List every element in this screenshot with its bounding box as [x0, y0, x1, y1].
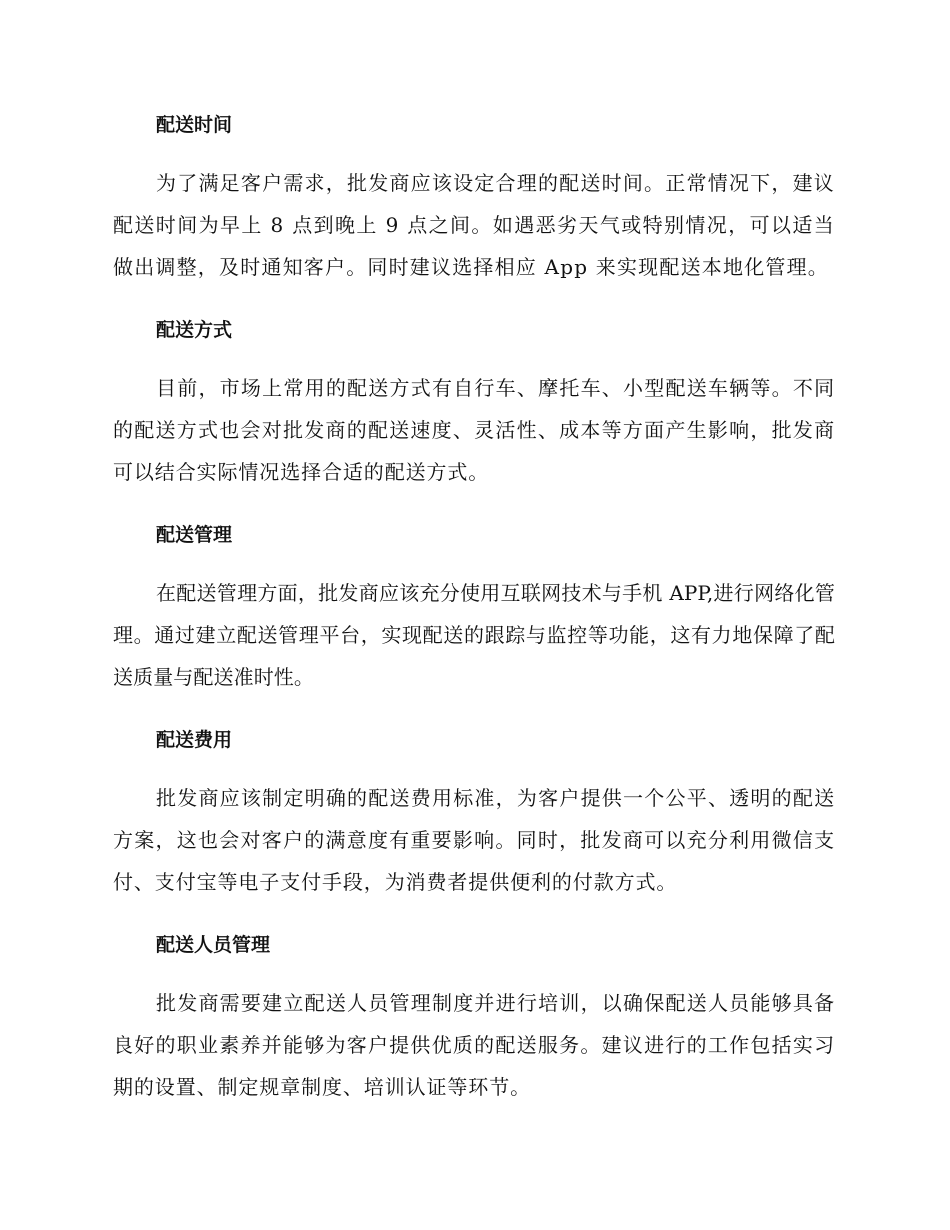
section-body-delivery-method: 目前，市场上常用的配送方式有自行车、摩托车、小型配送车辆等。不同的配送方式也会对批发商的配送速度、灵活性、成本等方面产生影响，批发商可以结合实际情况选择合适的配送方式。: [113, 376, 835, 484]
section-body-delivery-management: 在配送管理方面，批发商应该充分使用互联网技术与手机 APP,进行网络化管理。通过建立配送管理平台，实现配送的跟踪与监控等功能，这有力地保障了配送质量与配送准时性。: [113, 581, 835, 689]
section-body-delivery-time: 为了满足客户需求，批发商应该设定合理的配送时间。正常情况下，建议配送时间为早上 8 点到晚上 9 点之间。如遇恶劣天气或特别情况，可以适当做出调整，及时通知客户。同时建议选择相应 App 来实现配送本地化管理。: [113, 171, 835, 279]
section-heading-delivery-staff-management: 配送人员管理: [156, 934, 271, 956]
section-heading-delivery-management: 配送管理: [156, 524, 233, 546]
section-heading-delivery-method: 配送方式: [156, 319, 233, 341]
section-body-delivery-fees: 批发商应该制定明确的配送费用标准，为客户提供一个公平、透明的配送方案，这也会对客户的满意度有重要影响。同时，批发商可以充分利用微信支付、支付宝等电子支付手段，为消费者提供便利的付款方式。: [113, 786, 835, 894]
section-heading-delivery-time: 配送时间: [156, 114, 233, 136]
document-content: [113, 108, 835, 1133]
section-body-delivery-staff-management: 批发商需要建立配送人员管理制度并进行培训，以确保配送人员能够具备良好的职业素养并能够为客户提供优质的配送服务。建议进行的工作包括实习期的设置、制定规章制度、培训认证等环节。: [113, 991, 835, 1099]
section-heading-delivery-fees: 配送费用: [156, 729, 233, 751]
